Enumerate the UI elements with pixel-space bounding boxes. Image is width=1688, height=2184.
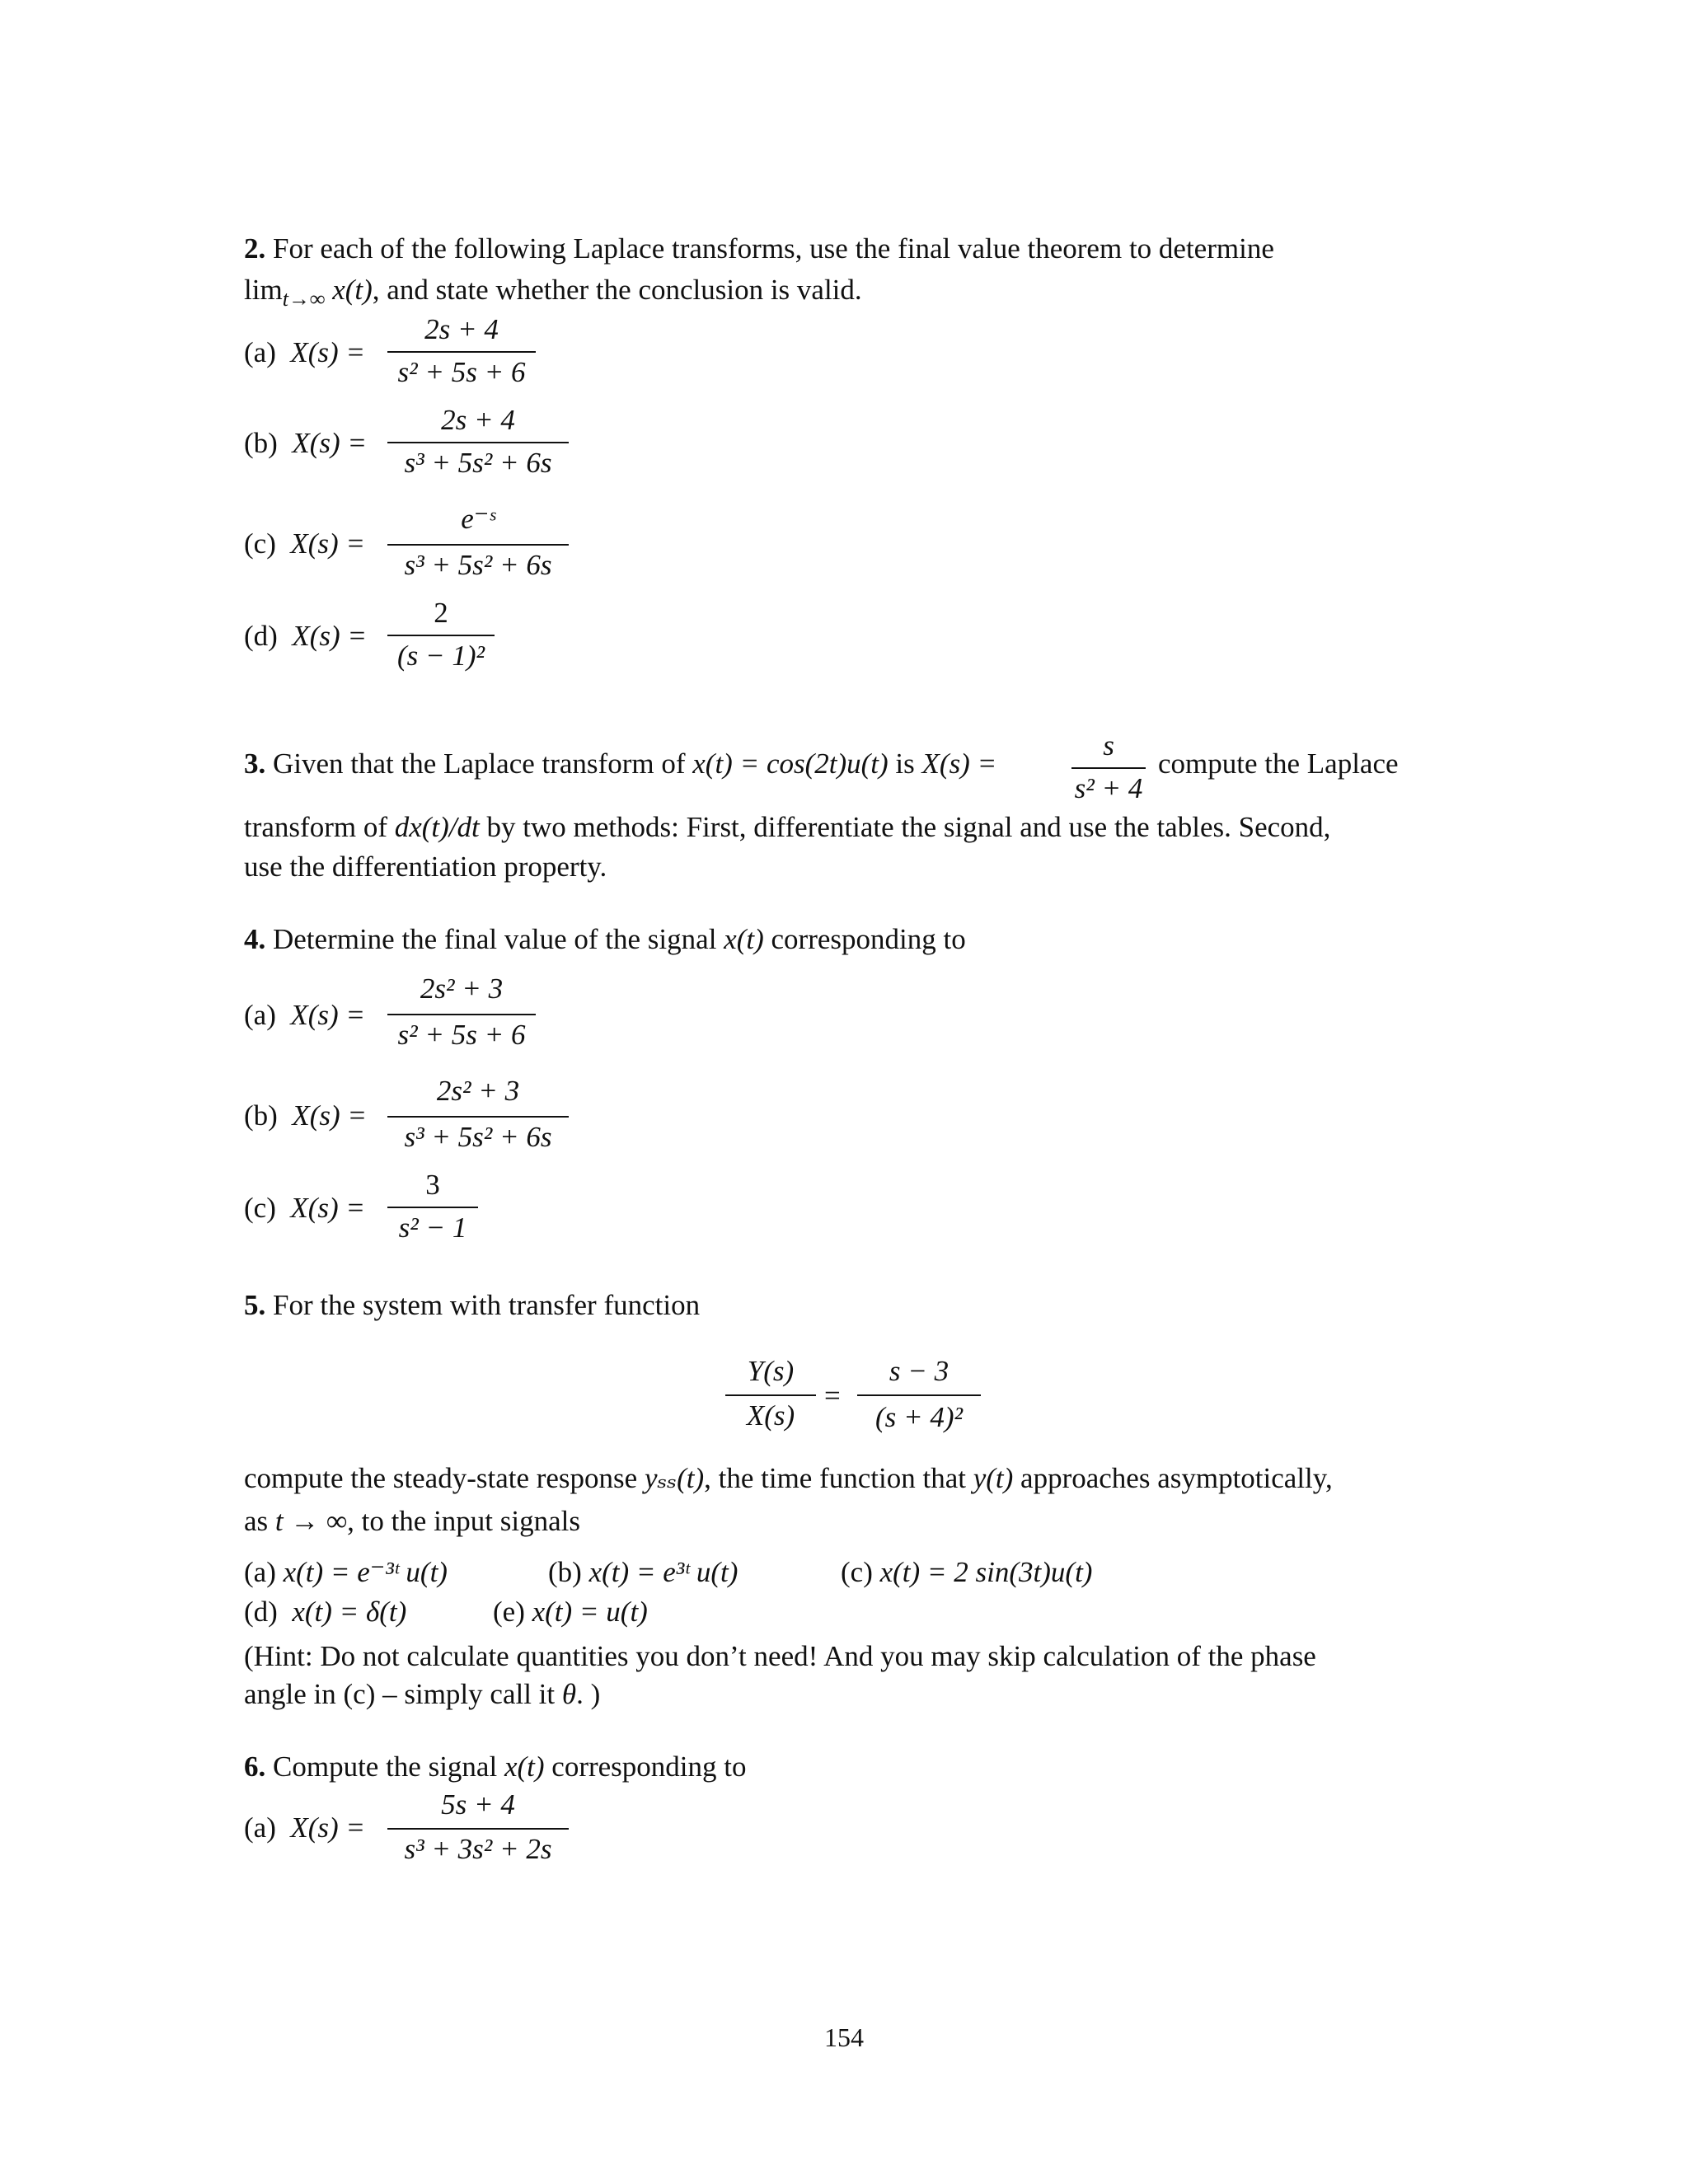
fraction-bar xyxy=(387,544,569,546)
fraction-bar xyxy=(387,1828,569,1830)
fraction-numerator: 2 xyxy=(434,597,448,629)
transfer-function-rhs xyxy=(857,1355,981,1444)
problem-3-fraction xyxy=(1071,729,1146,812)
fraction-numerator: 2s² + 3 xyxy=(436,1075,520,1107)
fraction-denominator: s³ + 5s² + 6s xyxy=(404,447,552,479)
problem-5-line-3: as t → ∞, to the input signals xyxy=(244,1505,580,1537)
fraction-numerator: s xyxy=(1103,729,1114,762)
problem-6-line-1: 6. Compute the signal x(t) corresponding to xyxy=(244,1750,747,1783)
fraction-bar xyxy=(387,635,495,636)
problem-2-text: For each of the following Laplace transforms, use the final value theorem to determine xyxy=(273,232,1274,265)
transfer-function-lhs xyxy=(725,1355,816,1441)
problem-6-signal: x(t) xyxy=(504,1750,545,1783)
problem-6a-label: (a) X(s) = xyxy=(244,1811,366,1844)
fraction-numerator: 3 xyxy=(425,1169,440,1201)
problem-5-line-1: 5. For the system with transfer function xyxy=(244,1289,701,1321)
problem-2-line-1 xyxy=(244,231,1274,267)
problem-2b-label: (b) X(s) = xyxy=(244,427,367,459)
fraction-numerator: 5s + 4 xyxy=(441,1788,515,1821)
fraction-bar xyxy=(387,1116,569,1118)
problem-5-hint-line-2: angle in (c) – simply call it θ. ) xyxy=(244,1678,601,1710)
problem-2a-fraction xyxy=(387,313,536,396)
fraction-bar xyxy=(1071,767,1146,769)
problem-2-text-rest: , and state whether the conclusion is valid. xyxy=(372,274,862,306)
fraction-denominator: s³ + 5s² + 6s xyxy=(404,1121,552,1153)
problem-4c-label: (c) X(s) = xyxy=(244,1192,366,1224)
fraction-bar xyxy=(857,1394,981,1396)
problem-3-line-2: transform of dx(t)/dt by two methods: First, differentiate the signal and use the tables. Second, xyxy=(244,811,1331,843)
problem-3-lhs: X(s) = xyxy=(921,748,997,780)
page-number: 154 xyxy=(824,2022,864,2052)
problem-2-number: 2. xyxy=(244,232,266,265)
transfer-function-equals: = xyxy=(824,1380,841,1412)
fraction-denominator: s³ + 5s² + 6s xyxy=(404,549,552,581)
problem-6a-fraction xyxy=(387,1788,569,1874)
fraction-numerator: 2s + 4 xyxy=(424,313,499,345)
problem-3-text: Given that the Laplace transform of xyxy=(273,748,686,780)
input-signal-a: (a) x(t) = e⁻³ᵗ u(t) xyxy=(244,1556,448,1588)
problem-3-line-1 xyxy=(244,746,996,782)
fraction-denominator: s² + 5s + 6 xyxy=(397,356,526,388)
problem-4a-fraction xyxy=(387,972,536,1058)
fraction-denominator: s² + 4 xyxy=(1074,772,1143,804)
problem-5-hint-line-1: (Hint: Do not calculate quantities you don’t need! And you may skip calculation of the phase xyxy=(244,1640,1316,1672)
problem-4b-label: (b) X(s) = xyxy=(244,1099,367,1132)
fraction-numerator: 2s² + 3 xyxy=(420,972,504,1005)
output-signal: y(t) xyxy=(973,1462,1014,1494)
fraction-bar xyxy=(387,1014,536,1015)
steady-state-response: yₛₛ(t) xyxy=(644,1462,705,1494)
theta-symbol: θ xyxy=(561,1678,577,1710)
problem-4-number: 4. xyxy=(244,923,266,955)
fraction-bar xyxy=(387,442,569,443)
problem-4-line-1: 4. Determine the final value of the signal x(t) corresponding to xyxy=(244,923,966,955)
lim-argument: x(t) xyxy=(332,274,373,306)
fraction-bar xyxy=(387,1207,478,1208)
input-signal-d: (d) x(t) = δ(t) xyxy=(244,1596,407,1628)
problem-5-number: 5. xyxy=(244,1289,266,1321)
problem-4c-fraction xyxy=(387,1169,478,1251)
lim-operator: lim xyxy=(244,274,283,306)
fraction-bar xyxy=(387,351,536,353)
problem-2d-label: (d) X(s) = xyxy=(244,620,367,652)
fraction-denominator: s² − 1 xyxy=(398,1212,467,1244)
lim-subscript: t→∞ xyxy=(282,287,326,311)
fraction-denominator: X(s) xyxy=(746,1399,795,1432)
input-signal-b: (b) x(t) = e³ᵗ u(t) xyxy=(548,1556,738,1588)
problem-3-line-3: use the differentiation property. xyxy=(244,851,607,883)
fraction-numerator: 2s + 4 xyxy=(441,404,515,436)
problem-3-derivative: dx(t)/dt xyxy=(394,811,480,843)
fraction-numerator: s − 3 xyxy=(889,1355,950,1387)
problem-4b-fraction xyxy=(387,1075,569,1160)
problem-2a-label: (a) X(s) = xyxy=(244,336,366,368)
problem-3-text-b: compute the Laplace xyxy=(1158,748,1399,780)
problem-4a-label: (a) X(s) = xyxy=(244,999,366,1031)
problem-5-line-2: compute the steady-state response yₛₛ(t), the time function that y(t) approaches asymptotically, xyxy=(244,1462,1333,1494)
fraction-denominator: (s + 4)² xyxy=(874,1401,964,1433)
fraction-denominator: s³ + 3s² + 2s xyxy=(404,1833,552,1865)
fraction-denominator: s² + 5s + 6 xyxy=(397,1019,526,1051)
problem-2b-fraction xyxy=(387,404,569,486)
t-to-infinity: t → ∞ xyxy=(274,1505,348,1537)
problem-6-number: 6. xyxy=(244,1750,266,1783)
fraction-numerator: e⁻ˢ xyxy=(461,503,495,535)
problem-2d-fraction xyxy=(387,597,495,682)
problem-2-line-2 xyxy=(244,272,862,311)
problem-2c-label: (c) X(s) = xyxy=(244,527,366,560)
problem-3-signal: x(t) = cos(2t)u(t) xyxy=(692,748,889,780)
fraction-numerator: Y(s) xyxy=(747,1355,795,1387)
problem-3-is: is xyxy=(895,748,915,780)
fraction-denominator: (s − 1)² xyxy=(396,640,485,672)
input-signal-e: (e) x(t) = u(t) xyxy=(493,1596,648,1628)
input-signal-c: (c) x(t) = 2 sin(3t)u(t) xyxy=(841,1556,1093,1588)
problem-2c-fraction xyxy=(387,503,569,588)
problem-4-signal: x(t) xyxy=(724,923,764,955)
problem-3-number: 3. xyxy=(244,748,266,780)
fraction-bar xyxy=(725,1394,816,1396)
